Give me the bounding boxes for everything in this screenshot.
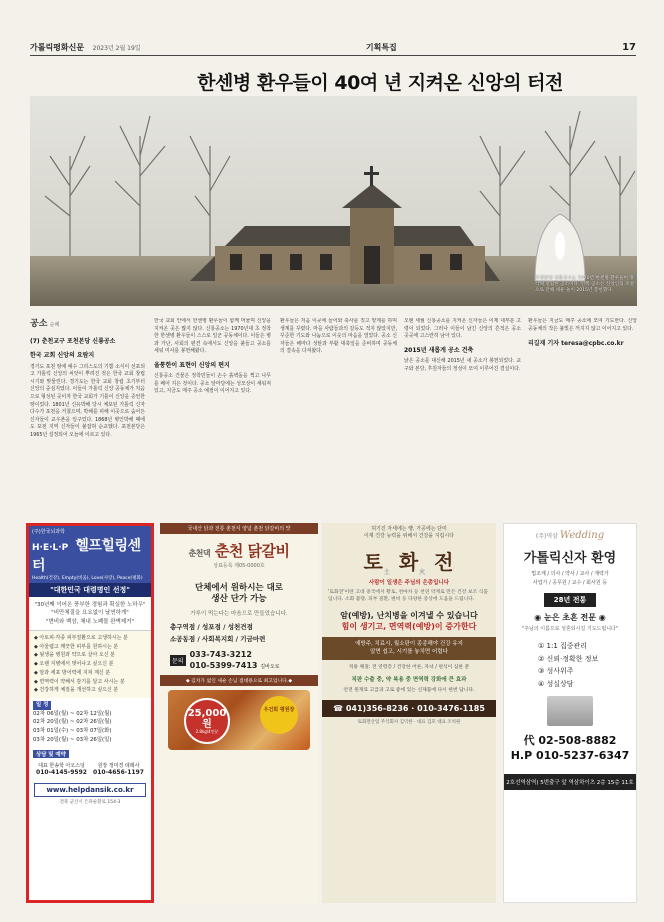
article-column bbox=[30, 318, 145, 518]
schedule-item: 02차 20일(월) ~ 02차 26일(월) bbox=[33, 719, 112, 726]
article-paragraph: 오랜 세월 신룡공소를 지켜온 신자들은 이제 대부분 고령이 되었다. 그러나 이들이 남긴 신앙의 흔적은 공소 곳곳에 고스란히 남아 있다. bbox=[404, 318, 521, 340]
occupation-line: 법조계 / 의사 / 약사 / 교사 / 재력가 bbox=[531, 571, 609, 577]
agency-logo bbox=[504, 530, 636, 541]
headline-line: 생산 단가 가능 bbox=[211, 594, 267, 605]
phone-name: 김바오로 bbox=[260, 663, 280, 670]
product-hanja: 火 bbox=[419, 568, 427, 576]
list-item: ◆ 오랜 지병에서 벗어나고 싶으신 분 bbox=[34, 661, 114, 667]
price-value: 25,000원 bbox=[187, 708, 227, 731]
article-column bbox=[154, 318, 271, 518]
article-headline: 한센병 환우들이 40여 년 지켜온 신앙의 터전 bbox=[197, 72, 563, 94]
contact-person bbox=[93, 762, 144, 776]
ad-website-link[interactable]: www.helpdansik.co.kr bbox=[34, 783, 146, 797]
ad-subline: 가루이 먹는다는 마음으로 만들었습니다. bbox=[190, 610, 288, 617]
ad-title: 가톨릭신자 환영 bbox=[523, 551, 617, 566]
ad-brand bbox=[160, 540, 318, 561]
series-title: 공소 bbox=[30, 319, 48, 329]
issue-date: 2023년 2월 19일 bbox=[92, 45, 141, 52]
ad-quote-line: "비만체질을 요요없이 날씬하게" bbox=[51, 610, 129, 617]
article-column bbox=[528, 318, 637, 518]
ad-registration: 상표등록 제05-0000호 bbox=[213, 563, 265, 569]
list-item: ◆ 면역력이 약해서 감기를 달고 사시는 분 bbox=[34, 678, 125, 685]
article-paragraph: 경기도 포천 땅에 예수 그리스도의 기쁨 소식이 선포되고 가톨릭 신앙의 씨앗이 뿌려진 것은 한국 교회 창립 시기와 맞물린다. 경기도는 한국 교회 창립 초기부터 신앙의 중심지였다. 이들이 가톨릭 신앙 공동체가 처음으로 형성된 곳이자 한국 교회가 기틀이 신앙을 증언한 땅이었다. 1801년 신유박해 당시 체포된 가톨릭 신자 다수가 포천을 거쳤으며, 박해를 피해 이곳으로 숨어든 신자들이 교우촌을 일구었다. 1868년 병인박해 때에도 포천 지역 신자들이 붙잡혀 순교했다. 포천본당은 1965년 설정되어 오늘에 이르고 있다. bbox=[30, 363, 145, 438]
brand-name: 춘천 닭갈비 bbox=[214, 542, 290, 560]
ad-occupations bbox=[504, 570, 636, 587]
ad-highlight: 직판 수출 중, 약 복용 중 면역력 강화에 큰 효과 bbox=[351, 676, 467, 683]
article-photo bbox=[30, 96, 637, 306]
article-paragraph: 한국 교회 안에서 한센병 환우들이 함께 머물며 신앙을 지켜온 곳은 많지 않다. 신룡공소는 1970년대 초 정착한 한센병 환우들이 스스로 일군 공동체이다. 이들은 병과 가난, 사회의 편견 속에서도 신앙을 붙들고 공소를 세워 미사를 봉헌해왔다. bbox=[154, 318, 271, 355]
ad-cta: ◆ 김치가 없인 새순 손님 접대용으로 최고입니다.◆ bbox=[160, 675, 318, 686]
byline: 리길재 기자 teresa@cpbc.co.kr bbox=[528, 340, 624, 348]
ad-band: 예방주, 치료시, 월소판이 종종해야 건강 유지 알면 쉽고, 시기를 놓치면 어렵다 bbox=[322, 637, 496, 660]
photo-caption: 포천본당 신룡공소는 1970년 한센병 환우들이 정착해 설립한 공소이다. 왼쪽 공소는 신앙인의 조성으로 만해 세운 놀이 2015년 봉헌했다. bbox=[535, 276, 634, 294]
headline-line: 단체에서 원하시는 대로 bbox=[194, 583, 284, 593]
ad-company: (주)한국뇌과학 bbox=[32, 529, 65, 535]
ad-address: 전북 군산시 은파순환로 154-3 bbox=[59, 800, 121, 806]
ad-footer: 토화면산업 주식회사 김익한 · 대표 김모 대표 조칙원 bbox=[357, 719, 461, 725]
list-item: ② 신뢰·정확한 정보 bbox=[538, 654, 599, 663]
ad-quote: "주님의 이름으로 성혼되시길 기도드립니다" bbox=[521, 626, 619, 632]
article-column bbox=[280, 318, 397, 518]
contact-people bbox=[33, 762, 147, 776]
award-badge: 우건회 평원장 bbox=[260, 696, 298, 734]
ad-address: 2호선역삼역) 5번출구 앞 역삼하이츠 2층 15층 11호 bbox=[504, 774, 636, 790]
benefit-line: 힘이 생기고, 면역력(예방)이 증가한다 bbox=[341, 622, 477, 632]
ad-help-healing-center[interactable] bbox=[26, 523, 154, 903]
ad-headline bbox=[160, 583, 318, 606]
ad-strip: "대한민국 대령명인 선정" bbox=[29, 583, 151, 597]
ad-phone[interactable]: ☎ 041)356-8236 · 010-3476-1185 bbox=[322, 700, 496, 717]
ad-banner bbox=[29, 526, 151, 583]
ad-tagline: Health(건강), Empty(비움), Love(사랑), Peace(평화) bbox=[32, 576, 143, 581]
series-heading bbox=[30, 318, 145, 332]
product-hanja: 土 bbox=[383, 568, 391, 576]
schedule-item: 03차 01일(수) ~ 03차 07일(화) bbox=[33, 727, 112, 734]
logo-script: Wedding bbox=[559, 530, 605, 541]
schedule-item: 02차 06일(월) ~ 02차 12일(월) bbox=[33, 710, 112, 717]
brand-prefix: 춘천댁 bbox=[188, 549, 211, 558]
branch-line: 소공동점 / 사회복지회 / 기금마련 bbox=[170, 634, 266, 643]
contact-name: 한송학 아오스딩 bbox=[49, 763, 85, 770]
product-char: 화 bbox=[398, 549, 420, 574]
contact-phone[interactable]: 010-4656-1197 bbox=[93, 769, 144, 777]
price-badge bbox=[184, 698, 230, 744]
food-image bbox=[168, 690, 310, 750]
phone-number[interactable]: 033-743-3212 bbox=[189, 650, 252, 660]
series-subtitle: (7) 춘천교구 포천본당 신룡공소 bbox=[30, 337, 116, 345]
ad-points bbox=[538, 640, 636, 690]
list-item: ◆ 아울렵고 깨끗한 피부를 원하시는 분 bbox=[34, 643, 119, 650]
phone-label: 代 bbox=[523, 734, 535, 748]
article-column bbox=[404, 318, 521, 518]
ad-target: 적용 체질: 전 연령층 / 건강한 어른, 자녀 / 편식이 심한 분 bbox=[348, 664, 470, 670]
publication-name: 가톨릭평화신문 bbox=[30, 43, 85, 52]
price-unit: 2.8kg/4인분 bbox=[195, 729, 219, 735]
list-item: ④ 성실상담 bbox=[538, 679, 574, 688]
phone-numbers bbox=[190, 650, 280, 671]
ad-quote-line: "변비와 백삼, 체내 노폐물 완벽제거" bbox=[45, 618, 135, 625]
ad-top-text: 허기진 자세에는 빵, 가공에는 단미 이제 건강 능력을 위해서 건강을 지킵시다 bbox=[363, 526, 455, 540]
ad-bullet-list bbox=[29, 631, 151, 698]
product-char: 전 bbox=[434, 549, 455, 574]
contact-person bbox=[36, 762, 87, 776]
phone-number[interactable]: 010-5237-6347 bbox=[535, 749, 630, 763]
phone-number[interactable]: 010-5399-7413 bbox=[189, 660, 258, 670]
schedule-item: 03차 20일(월) ~ 03차 26일(일) bbox=[33, 736, 112, 743]
contact-label: 상담 및 예약 bbox=[33, 750, 69, 758]
ad-product-name bbox=[322, 546, 496, 576]
article-subhead: 2015년 새롭게 공소 건축 bbox=[404, 346, 474, 354]
list-item: ◆ 암과 세포 방어력에 지쳐 계신 분 bbox=[34, 669, 111, 676]
ad-schedule bbox=[29, 698, 151, 747]
list-item: ③ 성사위주 bbox=[538, 667, 574, 676]
phone-tag: 문의 bbox=[170, 655, 186, 666]
article-body bbox=[30, 318, 637, 518]
article-paragraph: 환우들은 지금도 매주 공소에 모여 기도한다. 신앙 공동체의 작은 불빛은 꺼지지 않고 이어지고 있다. bbox=[528, 318, 637, 332]
list-item: ◆ 아토피·각종 피부질환으로 고생하시는 분 bbox=[34, 634, 128, 641]
list-item: ◆ 뒷생을 병원과 약으로 살아 오신 분 bbox=[34, 652, 116, 659]
ad-slogan: 사람이 일생은 주님의 은총입니다 bbox=[368, 579, 450, 586]
page-header bbox=[30, 40, 636, 56]
manager-photo bbox=[547, 696, 593, 726]
ad-band: 국내산 닭과 전통 춘천식 양념 춘천 닭갈비의 맛 bbox=[160, 523, 318, 534]
ad-note: 안전 원재료 고급과 고로 좋에 있는 신제품에 다시 한번 답니다. bbox=[343, 687, 475, 693]
article-paragraph: 낡은 공소를 대신해 2015년 새 공소가 봉헌되었다. 교구와 본당, 후원자들의 정성이 모여 이루어진 결실이다. bbox=[404, 358, 521, 372]
ad-phones bbox=[504, 734, 636, 764]
ad-specialty: ◉ 눈은 초혼 전문 ◉ bbox=[534, 613, 606, 622]
contact-phone[interactable]: 010-4145-9592 bbox=[36, 769, 87, 777]
ad-benefits bbox=[322, 610, 496, 633]
ad-quote-line: "30년째 이어온 풍부한 경험과 확실한 노하우" bbox=[34, 602, 146, 608]
branch-line: 총구역점 / 성포점 / 성천견점 bbox=[170, 622, 253, 631]
logo-prefix: (주)역삼 bbox=[535, 533, 558, 540]
phone-label: H.P bbox=[510, 749, 533, 763]
tradition-badge: 28년 전통 bbox=[544, 593, 596, 607]
article-paragraph: 환우들은 처음 이곳에 들어와 축사를 짓고 양계를 하며 생계를 꾸렸다. 마을 사람들과의 갈등도 적지 않았지만, 꾸준한 기도와 나눔으로 이웃의 마음을 열었다. 공소 신자들은 해마다 성탄과 부활 대축일을 준비하며 공동체의 결속을 다져왔다. bbox=[280, 318, 397, 355]
phone-number[interactable]: 02-508-8882 bbox=[538, 734, 617, 748]
ad-help-logo: H·E·L·P bbox=[32, 543, 69, 553]
schedule-label: 일 정 bbox=[33, 701, 51, 710]
contact-role: 원장 bbox=[97, 763, 108, 770]
occupation-line: 사업가 / 공무원 / 교수 / 회사원 등 bbox=[532, 579, 608, 586]
ad-dakgalbi[interactable] bbox=[160, 523, 318, 903]
product-char: 토 bbox=[363, 549, 384, 574]
benefit-line: 암(예방), 난치병을 이겨낼 수 있습니다 bbox=[340, 610, 478, 620]
article-subhead: 울퉁한이 표현이 신앙의 편지 bbox=[154, 361, 230, 369]
section-name: 기획특집 bbox=[365, 43, 397, 52]
contact-role: 대표 bbox=[38, 763, 48, 770]
ad-branches bbox=[160, 617, 318, 650]
ad-contact bbox=[29, 747, 151, 779]
series-label: 순례 bbox=[49, 322, 60, 328]
contact-name: 정미경 데레사 bbox=[108, 763, 140, 770]
ad-phone bbox=[160, 650, 318, 671]
article-subhead: 한국 교회 신앙의 요람지 bbox=[30, 352, 95, 360]
ad-title: 헬프힐링센터 bbox=[32, 538, 141, 574]
page-number: 17 bbox=[622, 42, 636, 53]
article-paragraph: 신룡공소 건물은 정착민들이 손수 흙벽돌을 찍고 나무를 베어 지은 것이다. 공소 앞마당에는 성모상이 세워져 있고, 지금도 매주 공소 예절이 이어지고 있다. bbox=[154, 373, 271, 395]
ad-tohwajeon[interactable] bbox=[322, 523, 496, 903]
ad-description: '토화전'이란 고대 중국에서 황토, 천마차 등 천연 약재로 만든 건강 보조 식품입니다. 소화 불량, 피부 질환, 변비 등 다양한 증상에 도움을 드립니다. bbox=[328, 589, 488, 602]
list-item: ① 1:1 집중관리 bbox=[538, 642, 588, 650]
ad-quotes bbox=[29, 597, 151, 631]
ad-wedding-agency[interactable] bbox=[503, 523, 637, 903]
list-item: ◆ 건강하게 체질을 개선하고 싶으신 분 bbox=[34, 687, 119, 694]
